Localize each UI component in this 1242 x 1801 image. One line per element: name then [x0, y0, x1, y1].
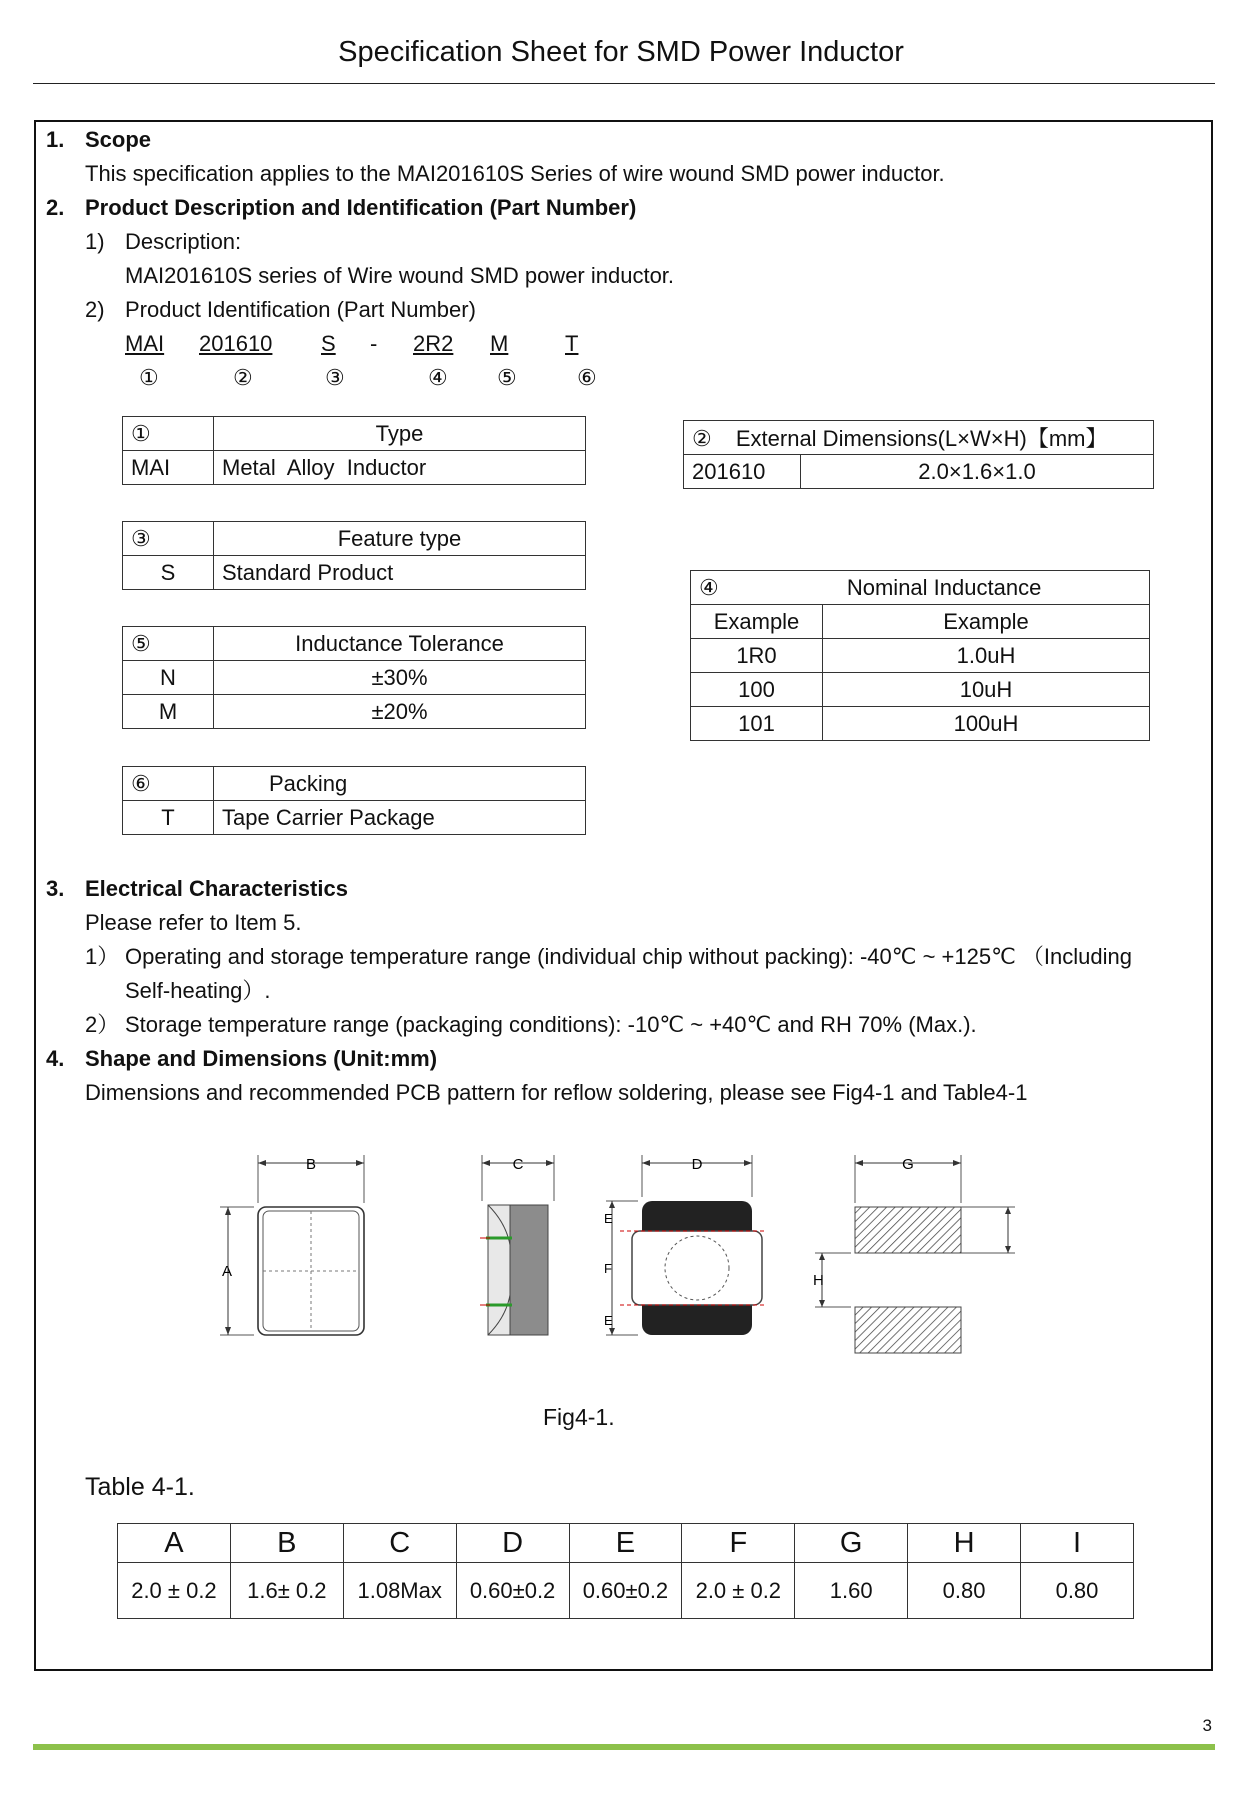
table-4-1-value: 1.60	[795, 1563, 908, 1619]
footer-divider	[33, 1744, 1215, 1750]
tolerance-table	[122, 626, 586, 729]
inductance-table-code: 1R0	[691, 639, 823, 673]
side-view	[480, 1155, 554, 1335]
section-4-title: Shape and Dimensions (Unit:mm)	[85, 1046, 438, 1071]
section-3-item-1-continuation: Self-heating）.	[125, 978, 271, 1003]
part-marker-5: ⑤	[497, 365, 517, 390]
feature-table-code: S	[123, 556, 214, 590]
section-2-title: Product Description and Identification (Part Number)	[85, 195, 637, 220]
table-4-1-header: F	[682, 1524, 795, 1563]
title-divider	[33, 83, 1215, 84]
feature-table-marker: ③	[123, 522, 214, 556]
section-3-item-2-text: Storage temperature range (packaging conditions): -10℃ ~ +40℃ and RH 70% (Max.).	[125, 1012, 977, 1037]
table-4-1-header: G	[795, 1524, 908, 1563]
part-code-type: MAI	[125, 331, 165, 356]
table-4-1-header: E	[569, 1524, 682, 1563]
section-2-item-2-number: 2)	[85, 297, 105, 322]
table-4-1-header: H	[908, 1524, 1021, 1563]
feature-table-header: Feature type	[214, 522, 586, 556]
dimensions-table-header-cell	[684, 421, 1154, 455]
part-marker-2: ②	[233, 365, 253, 390]
tolerance-table-code: M	[123, 695, 214, 729]
table-4-1-header: C	[343, 1524, 456, 1563]
part-code-separator: -	[370, 331, 378, 356]
feature-table-value: Standard Product	[214, 556, 586, 590]
inductance-table-value: 10uH	[823, 673, 1150, 707]
page-title: Specification Sheet for SMD Power Inductor	[338, 36, 904, 68]
packing-table-value: Tape Carrier Package	[214, 801, 586, 835]
tolerance-table-marker: ⑤	[123, 627, 214, 661]
dimensions-table	[683, 420, 1154, 489]
top-view	[220, 1155, 364, 1335]
table-4-1-header: D	[456, 1524, 569, 1563]
type-table-header: Type	[214, 417, 586, 451]
dimensions-table-header: External Dimensions(L×W×H)【mm】	[735, 426, 1108, 451]
section-1-number: 1.	[46, 127, 65, 152]
feature-table	[122, 521, 586, 590]
table-4-1-header: B	[230, 1524, 343, 1563]
section-1-title: Scope	[85, 127, 152, 152]
dimension-label-g: G	[902, 1156, 914, 1173]
table-4-1-header: A	[118, 1524, 231, 1563]
section-4-number: 4.	[46, 1046, 65, 1071]
tolerance-table-value: ±20%	[214, 695, 586, 729]
dimension-label-c: C	[512, 1156, 524, 1173]
dimensions-table-code: 201610	[684, 455, 801, 489]
part-code-packing: T	[565, 331, 579, 356]
type-table-value: Metal Alloy Inductor	[214, 451, 586, 485]
type-table-code: MAI	[123, 451, 214, 485]
bottom-view	[604, 1155, 766, 1335]
packing-table-header: Packing	[214, 767, 586, 801]
dimension-label-d: D	[691, 1156, 703, 1173]
tolerance-table-code: N	[123, 661, 214, 695]
table-4-1-header: I	[1021, 1524, 1134, 1563]
section-4-text: Dimensions and recommended PCB pattern for reflow soldering, please see Fig4-1 and Table4-1	[85, 1080, 1028, 1105]
table-4-1-value: 0.80	[1021, 1563, 1134, 1619]
inductance-table-value: 1.0uH	[823, 639, 1150, 673]
section-2-item-1-text: MAI201610S series of Wire wound SMD power inductor.	[125, 263, 675, 288]
section-2-item-1-title: Description:	[125, 229, 242, 254]
part-code-tolerance: M	[490, 331, 509, 356]
table-4-1-value: 2.0 ± 0.2	[118, 1563, 231, 1619]
part-code-dimensions: 201610	[199, 331, 273, 356]
dimension-label-h: H	[813, 1272, 824, 1289]
page-number: 3	[1202, 1716, 1212, 1735]
inductance-table-col2: Example	[823, 605, 1150, 639]
table-4-1-value: 1.6± 0.2	[230, 1563, 343, 1619]
section-3-text: Please refer to Item 5.	[85, 910, 302, 935]
section-3-title: Electrical Characteristics	[85, 876, 348, 901]
inductance-table	[690, 570, 1150, 741]
inductance-table-marker: ④	[699, 574, 719, 600]
table-4-1-value: 0.60±0.2	[569, 1563, 682, 1619]
figure-caption: Fig4-1.	[543, 1404, 615, 1430]
inductance-table-header: Nominal Inductance	[846, 574, 1042, 600]
section-2-number: 2.	[46, 195, 65, 220]
inductance-table-header-cell	[691, 571, 1150, 605]
pcb-pattern-view	[813, 1155, 1015, 1353]
type-table-marker: ①	[123, 417, 214, 451]
section-3-item-1-number: 1）	[85, 944, 120, 969]
table-4-1-value: 0.80	[908, 1563, 1021, 1619]
part-code-inductance: 2R2	[413, 331, 454, 356]
table-4-1-value: 0.60±0.2	[456, 1563, 569, 1619]
inductance-table-col1: Example	[691, 605, 823, 639]
tolerance-table-header: Inductance Tolerance	[214, 627, 586, 661]
tolerance-table-value: ±30%	[214, 661, 586, 695]
type-table	[122, 416, 586, 485]
packing-table-marker: ⑥	[123, 767, 214, 801]
dimension-label-f: F	[604, 1261, 612, 1276]
part-code-feature: S	[321, 331, 336, 356]
section-3-item-2-number: 2）	[85, 1012, 120, 1037]
part-marker-6: ⑥	[577, 365, 597, 390]
table-4-1-title: Table 4-1.	[85, 1473, 195, 1501]
section-3-number: 3.	[46, 876, 65, 901]
section-2-item-2-title: Product Identification (Part Number)	[125, 297, 476, 322]
section-1-text: This specification applies to the MAI201610S Series of wire wound SMD power inductor.	[85, 161, 945, 186]
part-marker-1: ①	[139, 365, 159, 390]
part-marker-3: ③	[325, 365, 345, 390]
table-4-1	[117, 1523, 1134, 1619]
section-2-item-1-number: 1)	[85, 229, 105, 254]
section-3-item-1-text: Operating and storage temperature range (individual chip without packing): -40℃ ~ +125℃ （Including	[125, 944, 1132, 969]
part-marker-4: ④	[428, 365, 448, 390]
dimension-label-b: B	[305, 1156, 317, 1173]
dimension-drawing	[210, 1145, 1110, 1385]
dimensions-table-marker: ②	[692, 426, 712, 451]
dimensions-table-value: 2.0×1.6×1.0	[801, 455, 1154, 489]
inductance-table-code: 100	[691, 673, 823, 707]
table-4-1-value: 1.08Max	[343, 1563, 456, 1619]
packing-table	[122, 766, 586, 835]
table-4-1-value: 2.0 ± 0.2	[682, 1563, 795, 1619]
dimension-label-e: E	[604, 1313, 613, 1328]
inductance-table-code: 101	[691, 707, 823, 741]
inductance-table-value: 100uH	[823, 707, 1150, 741]
packing-table-code: T	[123, 801, 214, 835]
dimension-label-e: E	[604, 1211, 613, 1226]
dimension-label-a: A	[222, 1263, 233, 1280]
